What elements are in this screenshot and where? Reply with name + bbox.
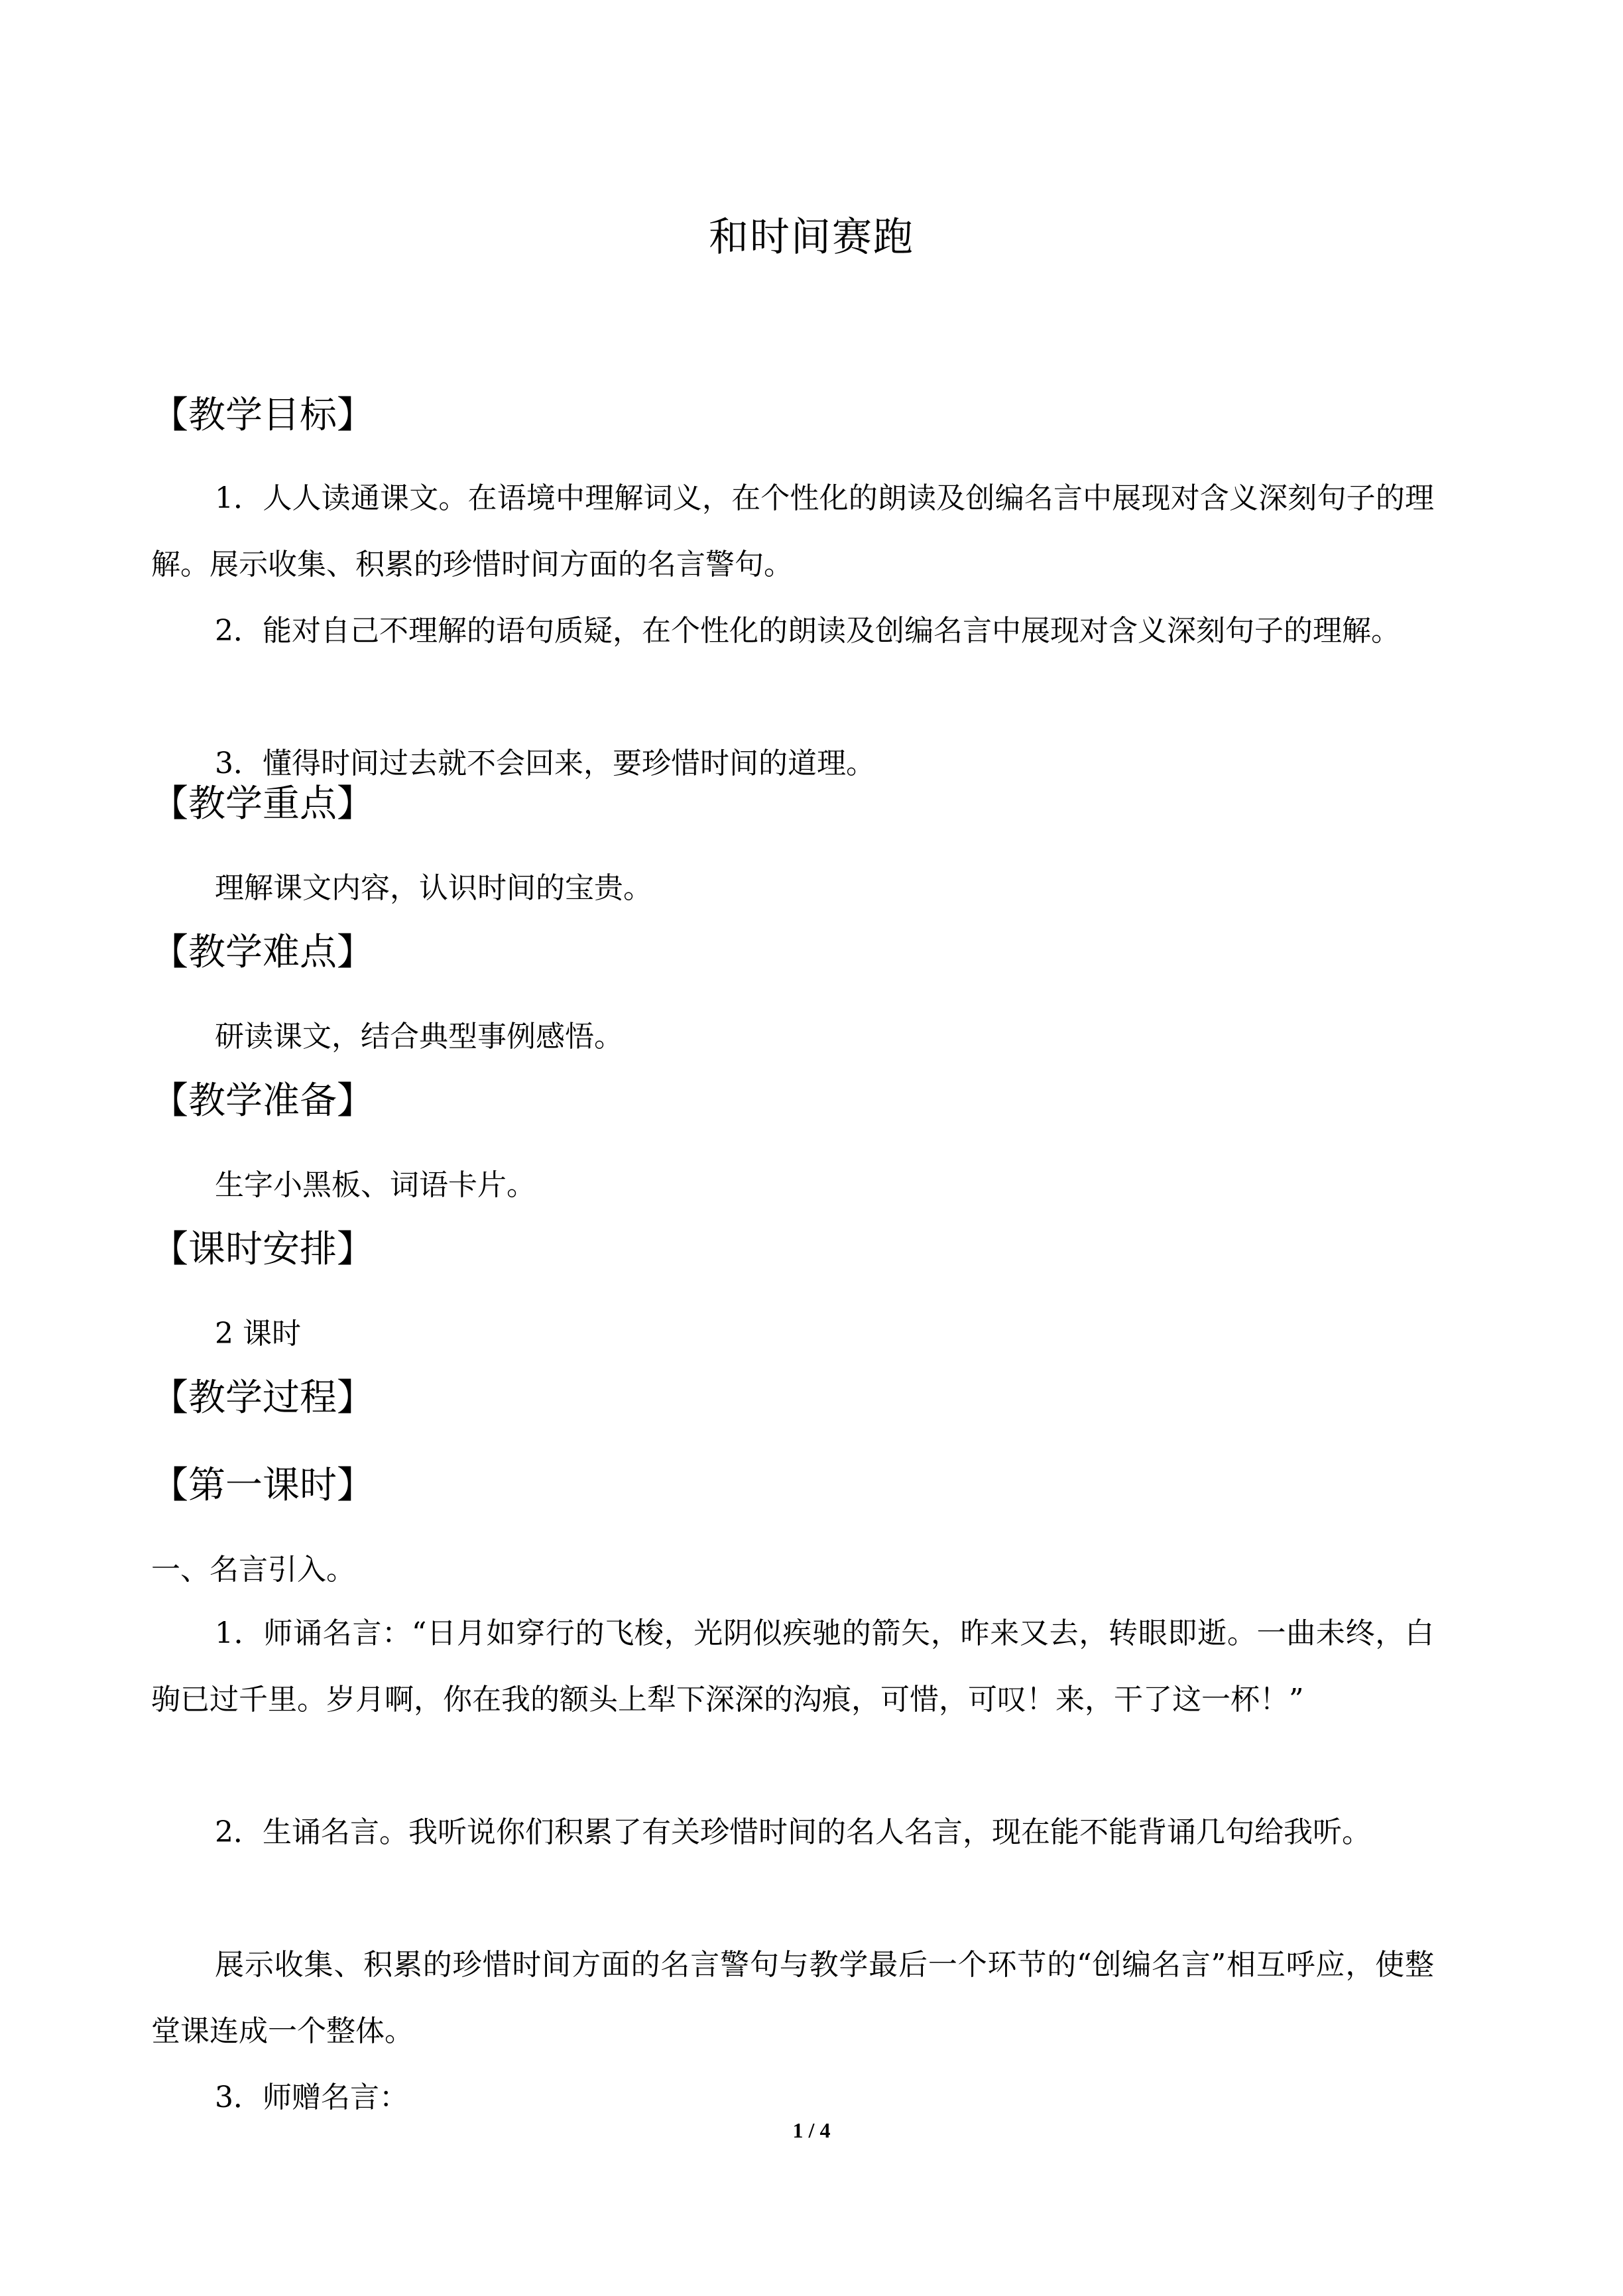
heading-preparation: 【教学准备】 (151, 1079, 374, 1122)
heading-lesson-one: 【第一课时】 (151, 1464, 374, 1507)
schedule-text: 2 课时 (215, 1317, 301, 1351)
heading-schedule: 【课时安排】 (151, 1228, 374, 1271)
lesson-one-part-title: 一、名言引入。 (151, 1553, 355, 1587)
lesson-one-item-4: 3．师赠名言： (215, 2081, 408, 2114)
key-points-text: 理解课文内容，认识时间的宝贵。 (215, 871, 652, 905)
difficulties-text: 研读课文，结合典型事例感悟。 (215, 1020, 623, 1054)
goal-item-2: 2．能对自己不理解的语句质疑，在个性化的朗读及创编名言中展现对含义深刻句子的理解。 (215, 614, 1400, 648)
document-title: 和时间赛跑 (709, 214, 914, 261)
lesson-one-item-2: 2．生诵名言。我听说你们积累了有关珍惜时间的名人名言，现在能不能背诵几句给我听。 (215, 1815, 1371, 1849)
preparation-text: 生字小黑板、词语卡片。 (215, 1168, 536, 1202)
goal-item-3: 3．懂得时间过去就不会回来，要珍惜时间的道理。 (215, 747, 875, 780)
page-indicator: 1 / 4 (792, 2118, 831, 2142)
heading-key-points: 【教学重点】 (151, 782, 374, 825)
heading-teaching-goals: 【教学目标】 (151, 394, 374, 437)
lesson-one-item-1: 1．师诵名言：“日月如穿行的飞梭，光阴似疾驰的箭矢，昨来又去，转眼即逝。一曲未终，白驹已过千里。岁月啊，你在我的额头上犁下深深的沟痕，可惜，可叹！来，干了这一杯！” (151, 1616, 1434, 1717)
lesson-one-item-3: 展示收集、积累的珍惜时间方面的名言警句与教学最后一个环节的“创编名言”相互呼应，使整堂课连成一个整体。 (151, 1948, 1434, 2048)
heading-process: 【教学过程】 (151, 1376, 374, 1420)
heading-difficulties: 【教学难点】 (151, 931, 374, 974)
goal-item-1: 1．人人读通课文。在语境中理解词义，在个性化的朗读及创编名言中展现对含义深刻句子的理解。展示收集、积累的珍惜时间方面的名言警句。 (151, 481, 1434, 581)
